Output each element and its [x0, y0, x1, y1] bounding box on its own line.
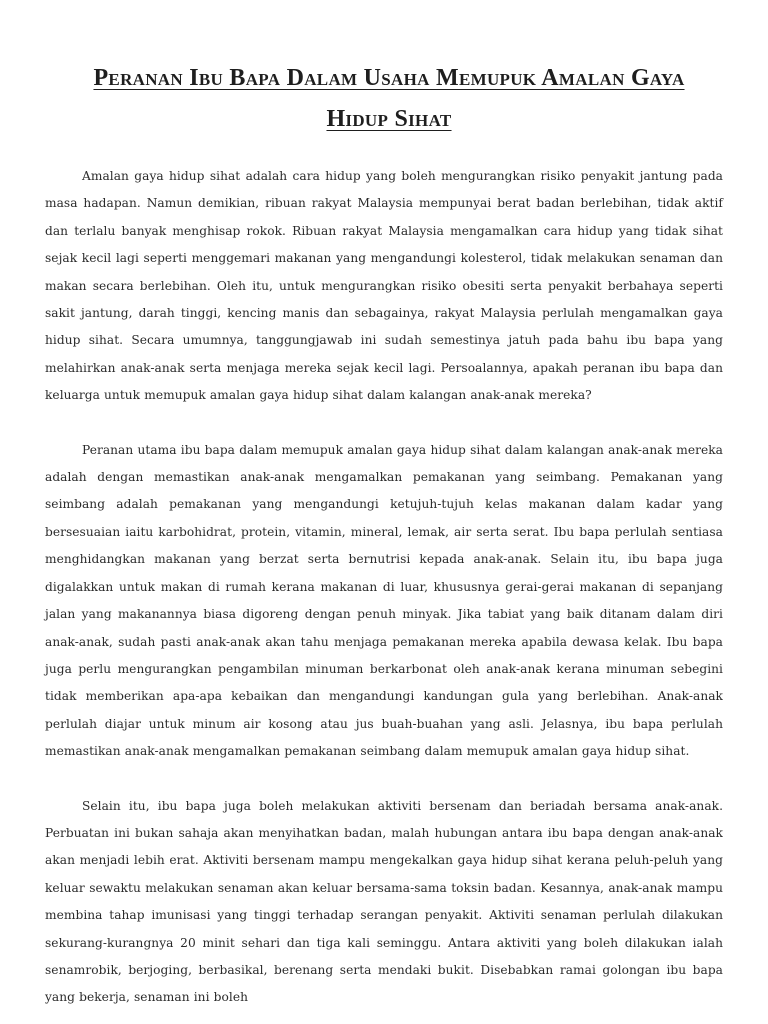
- title-line-2: Hidup Sihat: [326, 106, 452, 132]
- document-title: [45, 58, 723, 140]
- paragraph-balanced-diet: Peranan utama ibu bapa dalam memupuk amalan gaya hidup sihat dalam kalangan anak-anak mereka adalah dengan memastikan anak-anak mengamalkan pemakanan yang seimbang. Pemakanan yang seimbang adalah pemakanan yang mengandungi ketujuh-tujuh kelas makanan dalam kadar yang bersesuaian iaitu karbohidrat, protein, vitamin, mineral, lemak, air serta serat. Ibu bapa perlulah sentiasa menghidangkan makanan yang berzat serta bernutrisi kepada anak-anak. Selain itu, ibu bapa juga digalakkan untuk makan di rumah kerana makanan di luar, khususnya gerai-gerai makanan di sepanjang jalan yang makanannya biasa digoreng dengan penuh minyak. Jika tabiat yang baik ditanam dalam diri anak-anak, sudah pasti anak-anak akan tahu menjaga pemakanan mereka apabila dewasa kelak. Ibu bapa juga perlu mengurangkan pengambilan minuman berkarbonat oleh anak-anak kerana minuman sebegini tidak memberikan apa-apa kebaikan dan mengandungi kandungan gula yang berlebihan. Anak-anak perlulah diajar untuk minum air kosong atau jus buah-buahan yang asli. Jelasnya, ibu bapa perlulah memastikan anak-anak mengamalkan pemakanan seimbang dalam memupuk amalan gaya hidup sihat.: [45, 442, 723, 759]
- title-line-1: Peranan Ibu Bapa Dalam Usaha Memupuk Amalan Gaya: [93, 65, 685, 91]
- paragraph-exercise: Selain itu, ibu bapa juga boleh melakukan aktiviti bersenam dan beriadah bersama anak-anak. Perbuatan ini bukan sahaja akan menyihatkan badan, malah hubungan antara ibu bapa dengan anak-anak akan menjadi lebih erat. Aktiviti bersenam mampu mengekalkan gaya hidup sihat kerana peluh-peluh yang keluar sewaktu melakukan senaman akan keluar bersama-sama toksin badan. Kesannya, anak-anak mampu membina tahap imunisasi yang tinggi terhadap serangan penyakit. Aktiviti senaman perlulah dilakukan sekurang-kurangnya 20 minit sehari dan tiga kali seminggu. Antara aktiviti yang boleh dilakukan ialah senamrobik, berjoging, berbasikal, berenang serta mendaki bukit. Disebabkan ramai golongan ibu bapa yang bekerja, senaman ini boleh: [45, 798, 723, 1005]
- paragraph-intro: Amalan gaya hidup sihat adalah cara hidup yang boleh mengurangkan risiko penyakit jantung pada masa hadapan. Namun demikian, ribuan rakyat Malaysia mempunyai berat badan berlebihan, tidak aktif dan terlalu banyak menghisap rokok. Ribuan rakyat Malaysia mengamalkan cara hidup yang tidak sihat sejak kecil lagi seperti menggemari makanan yang mengandungi kolesterol, tidak melakukan senaman dan makan secara berlebihan. Oleh itu, untuk mengurangkan risiko obesiti serta penyakit berbahaya seperti sakit jantung, darah tinggi, kencing manis dan sebagainya, rakyat Malaysia perlulah mengamalkan gaya hidup sihat. Secara umumnya, tanggungjawab ini sudah semestinya jatuh pada bahu ibu bapa yang melahirkan anak-anak serta menjaga mereka sejak kecil lagi. Persoalannya, apakah peranan ibu bapa dan keluarga untuk memupuk amalan gaya hidup sihat dalam kalangan anak-anak mereka?: [45, 169, 723, 403]
- document-page: [45, 0, 723, 1012]
